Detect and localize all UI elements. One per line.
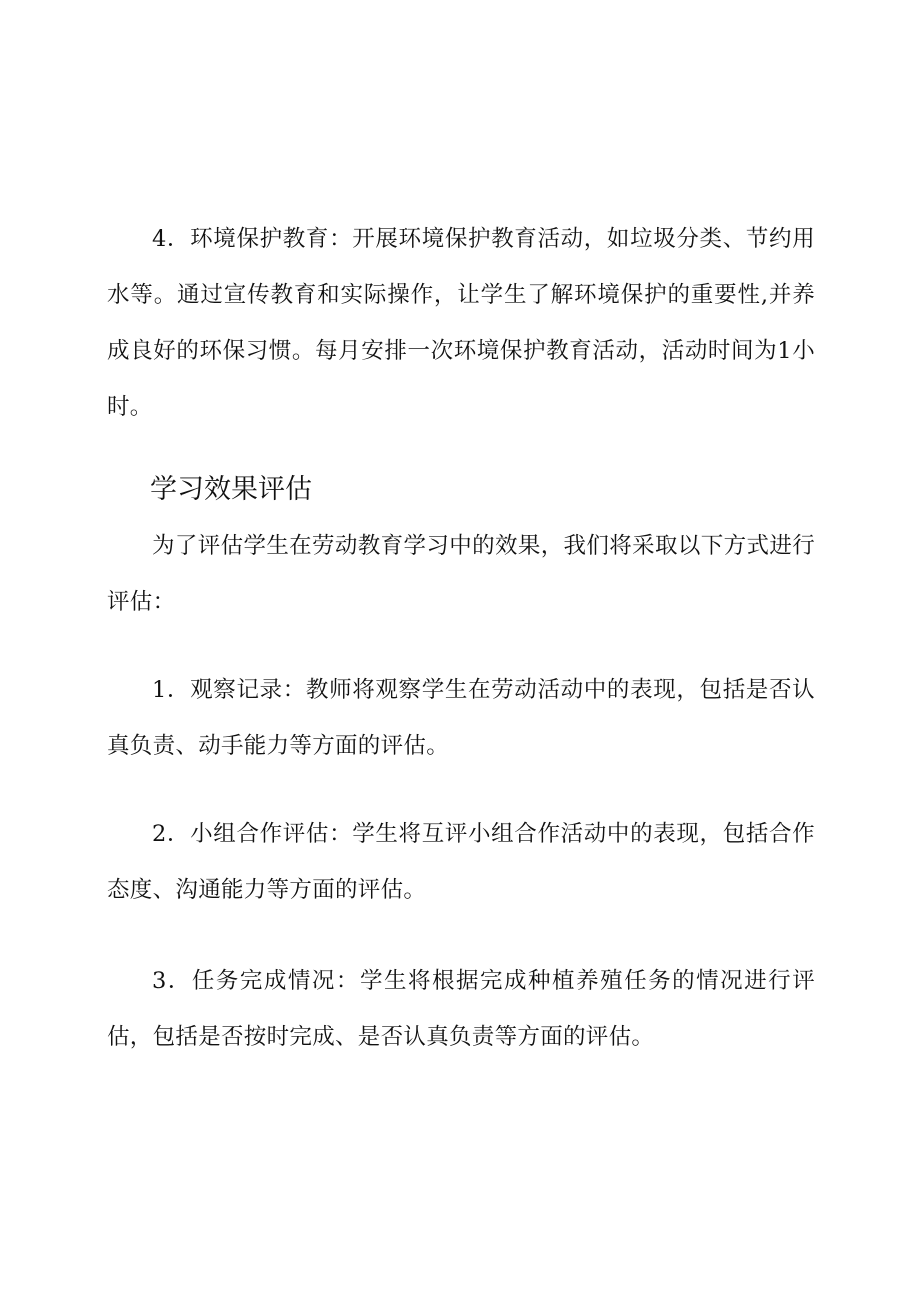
paragraph-environment-education: 4．环境保护教育：开展环境保护教育活动，如垃圾分类、节约用水等。通过宣传教育和实际操作，让学生了解环境保护的重要性,并养成良好的环保习惯。每月安排一次环境保护教育活动，活动时间为1小时。 — [107, 226, 815, 420]
paragraph-intro: 为了评估学生在劳动教育学习中的效果，我们将采取以下方式进行评估： — [107, 533, 815, 615]
list-item-observation: 1．观察记录：教师将观察学生在劳动活动中的表现，包括是否认真负责、动手能力等方面的评估。 — [107, 677, 815, 759]
section-heading: 学习效果评估 — [150, 474, 312, 505]
list-item-group-evaluation: 2．小组合作评估：学生将互评小组合作活动中的表现，包括合作态度、沟通能力等方面的评估。 — [107, 821, 815, 903]
list-item-task-completion: 3．任务完成情况：学生将根据完成种植养殖任务的情况进行评估，包括是否按时完成、是否认真负责等方面的评估。 — [107, 968, 815, 1050]
